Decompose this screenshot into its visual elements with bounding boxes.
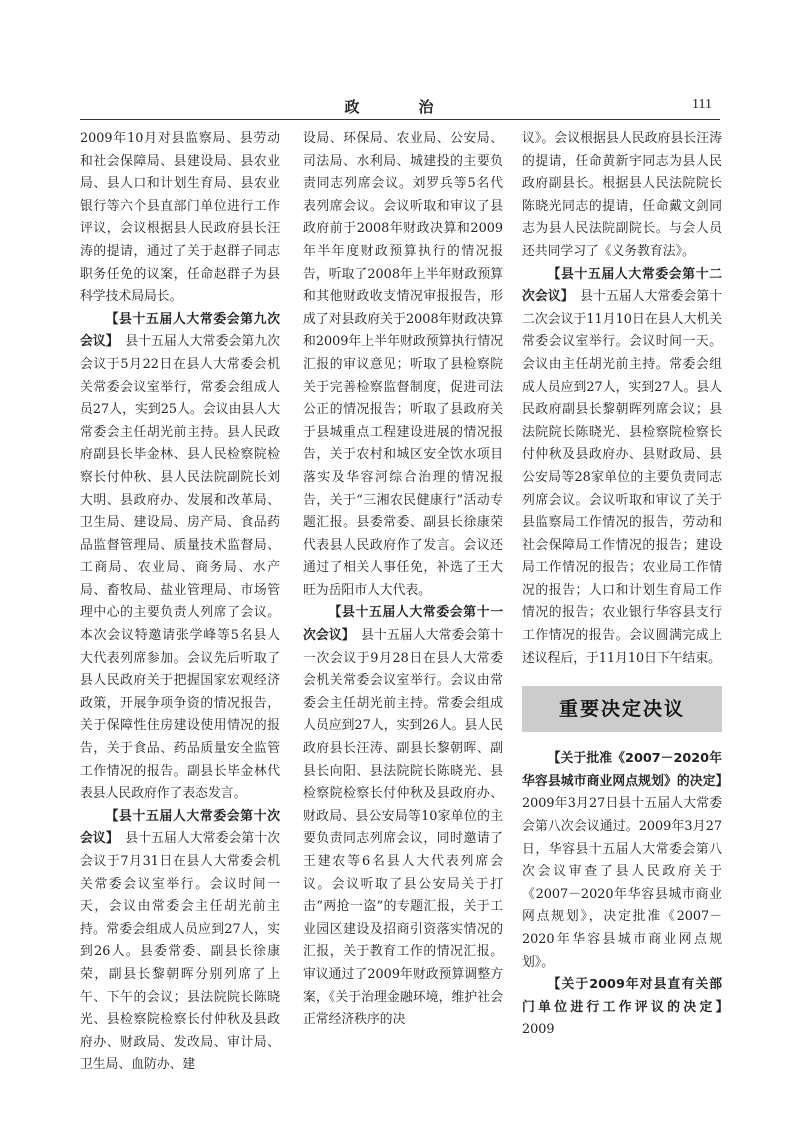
paragraph <box>303 602 503 1031</box>
paragraph: 议》。会议根据县人民政府县长汪涛的提请，任命黄新宇同志为县人民政府副县长。根据县人民法院院长陈晓光同志的提请，任命戴文剑同志为县人民法院副院长。与会人员还共同学习了《义务教育法》。 <box>522 131 722 259</box>
entry-title: 【县十五届人大常委会第九次会议】 <box>80 311 280 350</box>
entry-title: 【关于2009年对县直有关部门单位进行工作评议的决定】 <box>522 977 722 1015</box>
paragraph <box>522 748 722 974</box>
paragraph <box>80 806 280 1077</box>
entry-body: 县十五届人大常委会第九次会议于5月22日在县人大常委会机关常委会议室举行，常委会组成人员27人，实到25人。会议由县人大常委会主任胡光前主持。县人民政府副县长毕金林、县人民检察院检察长付仲秋、县人民法院副院长刘大明、县政府办、发展和改革局、卫生局、建设局、房产局、食品药品监督管理局、质量技术监督局、工商局、农业局、商务局、水产局、畜牧局、盐业管理局、市场管理中心的主要负责人列席了会议。本次会议特邀请张学峰等5名县人大代表列席参加。会议先后听取了县人民政府关于把握国家宏观经济政策，开展争项争资的情况报告，关于保障性住房建设使用情况的报告，关于食品、药品质量安全监管工作情况的报告。副县长毕金林代表县人民政府作了表态发言。 <box>80 334 280 802</box>
entry-title: 【县十五届人大常委会第十次会议】 <box>80 808 280 847</box>
entry-body: 县十五届人大常委会第十二次会议于11月10日在县人大机关常委会议室举行。会议时间一天。会议由主任胡光前主持。常委会组成人员应到27人，实到27人。县人民政府副县长黎朝晖列席会议；县法院院长陈晓光、县检察院检察长付仲秋及县政府办、县财政局、县公安局等28家单位的主要负责同志列席会议。会议听取和审议了关于县监察局工作情况的报告，劳动和社会保障局工作情况的报告；建设局工作情况的报告；农业局工作情况的报告；人口和计划生育局工作情况的报告；农业银行华容县支行工作情况的报告。会议圆满完成上述议程后，于11月10日下午结束。 <box>522 289 722 666</box>
column-3 <box>522 128 722 1042</box>
entry-body: 县十五届人大常委会第十一次会议于9月28日在县人大常委会机关常委会议室举行。会议由常委会主任胡光前主持。常委会组成人员应到27人，实到26人。县人民政府县长汪涛、副县长黎朝晖、副县长向阳、县法院院长陈晓光、县检察院检察长付仲秋及县政府办、财政局、县公安局等10家单位的主要负责同志列席会议，同时邀请了王建农等6名县人大代表列席会议。会议听取了县公安局关于打击“两抢一盗”的专题汇报，关于工业园区建设及招商引资落实情况的汇报，关于教育工作的情况汇报。审议通过了2009年财政预算调整方案，《关于治理金融环境，维护社会正常经济秩序的决 <box>303 628 503 1028</box>
page-header <box>80 96 720 118</box>
entry-title: 【关于批准《2007－2020年华容县城市商业网点规划》的决定】 <box>522 751 722 789</box>
running-title: 政 治 <box>344 98 456 116</box>
paragraph <box>522 264 722 671</box>
entry-title: 【县十五届人大常委会第十二次会议】 <box>522 266 722 305</box>
header-rule <box>80 119 720 120</box>
paragraph: 2009年10月对县监察局、县劳动和社会保障局、县建设局、县农业局、县人口和计划生育局、县农业银行等六个县直部门单位进行工作评议，会议根据县人民政府县长汪涛的提请，通过了关于赵群子同志职务任免的议案，任命赵群子为县科学技术局局长。 <box>80 131 280 305</box>
page-number: 111 <box>692 97 712 112</box>
entry-body: 县十五届人大常委会第十次会议于7月31日在县人大常委会机关常委会议室举行。会议时间一天，会议由常委会主任胡光前主持。常委会组成人员应到27人，实到26人。县委常委、副县长徐康荣，副县长黎朝晖分别列席了上午、下午的会议；县法院院长陈晓光、县检察院检察长付仲秋及县政府办、财政局、发改局、审计局、卫生局、血防办、建 <box>80 831 280 1073</box>
paragraph <box>522 974 722 1042</box>
paragraph: 设局、环保局、农业局、公安局、司法局、水利局、城建投的主要负责同志列席会议。刘罗兵等5名代表列席会议。会议听取和审议了县政府前于2008年财政决算和2009年半年度财政预算执行的情况报告，听取了2008年上半年财政预算和其他财政收支情况审报报告，形成了对县政府关于2008年财政决算和2009年上半年财政预算执行情况汇报的审议意见；听取了县检察院关于完善检察监督制度，促进司法公正的情况报告；听取了县政府关于县城重点工程建设进展的情况报告，关于农村和城区安全饮水项目落实及华容河综合治理的情况报告，关于“三湘农民健康行”活动专题汇报。县委常委、副县长徐康荣代表县人民政府作了发言。会议还通过了相关人事任免，补选了王大旺为岳阳市人大代表。 <box>303 131 503 598</box>
entry-title: 【县十五届人大常委会第十一次会议】 <box>303 605 503 644</box>
paragraph <box>80 309 280 806</box>
entry-body: 2009 <box>522 1022 555 1038</box>
column-2 <box>303 128 503 1032</box>
column-1 <box>80 128 280 1077</box>
section-heading: 重要决定决议 <box>522 686 722 732</box>
entry-body: 2009年3月27日县十五届人大常委会第八次会议通过。2009年3月27日，华容县十五届人大常委会第八次会议审查了县人民政府关于《2007－2020年华容县城市商业网点规划》，决定批准《2007－2020年华容县城市商业网点规划》。 <box>522 796 722 970</box>
